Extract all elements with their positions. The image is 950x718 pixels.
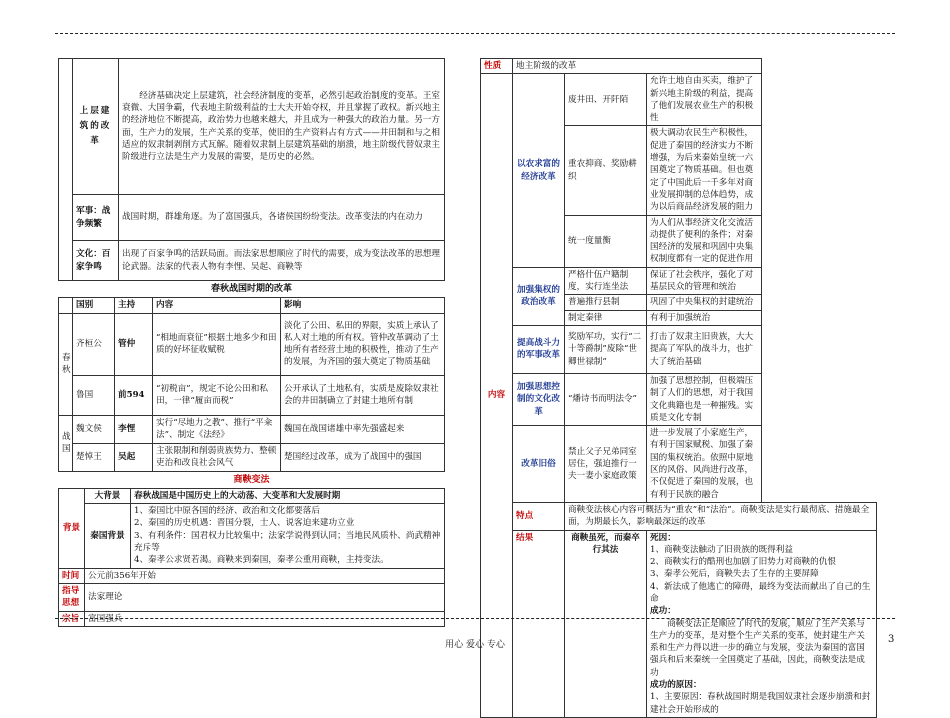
- list-item: 成功的原因：: [650, 680, 702, 691]
- item-name: “燔诗书而明法令”: [565, 373, 647, 425]
- qin-background-list: [131, 504, 445, 568]
- period-chunqiu: 春秋: [59, 313, 73, 415]
- item-name: 重农抑商、奖励耕织: [565, 126, 647, 215]
- page-number: 3: [888, 634, 895, 645]
- qin-background-label: 秦国背景: [85, 504, 131, 568]
- page-footer: 用心 爱心 专心: [445, 640, 505, 650]
- item-effect: 有利于加强统治: [647, 310, 762, 325]
- nature-text: 地主阶级的改革: [513, 59, 762, 74]
- time-label: 时间: [59, 568, 85, 583]
- list-item: 商鞅变法正是顺应了时代的发展，顺应了生产关系与生产力的变革，是对整个生产关系的变革，使封建生产关系和生产力得以进一步的确立与发展，变法为秦国的富国强兵和后来秦统一全国奠定了基础，因此，商鞅变法是成功: [650, 618, 865, 678]
- header-impact: 影响: [281, 298, 445, 313]
- military-label: 军事：战争频繁: [73, 195, 119, 241]
- period-zhanguo: 战国: [59, 415, 73, 471]
- feature-label: 特点: [513, 502, 565, 530]
- row-impact: 公开承认了土地私有，实质是废除奴隶社会的井田制确立了封建土地所有制: [281, 375, 445, 415]
- list-item: 2、商鞅实行的酷刑也加剧了旧势力对商鞅的仇恨: [650, 557, 836, 568]
- list-item: 死因：: [650, 532, 676, 543]
- shang-title: 商鞅变法: [233, 474, 270, 485]
- row-content: 实行“尽地力之教”、推行“平籴法”、制定《法经》: [153, 415, 281, 443]
- background-table: [58, 58, 445, 281]
- header-divider: [55, 33, 895, 34]
- group-label: 加强思想控制的文化改革: [513, 373, 565, 425]
- item-effect: 保证了社会秩序，强化了对基层民众的管理和统治: [647, 267, 762, 295]
- feature-text: 商鞅变法核心内容可概括为“重农”和“法治”。商鞅变法是实行最彻底、措施最全面，为期最长久，影响最深远的改革: [565, 502, 877, 530]
- thought-text: 法家理论: [85, 583, 445, 611]
- result-label: 结果: [513, 530, 565, 717]
- item-effect: 加强了思想控制，但极端压制了人们的思想，对于我国文化典籍也是一种摧残。实质是文化专制: [647, 373, 762, 425]
- header-blank: [59, 298, 73, 313]
- result-subtitle: 商鞅虽死，而秦卒行其法: [565, 530, 647, 717]
- item-name: 制定秦律: [565, 310, 647, 325]
- background-label: 背景: [59, 488, 85, 568]
- list-item: 成功：: [650, 606, 676, 617]
- row-leader: 李悝: [115, 415, 153, 443]
- row-state: 魏文侯: [73, 415, 115, 443]
- row-content: “初税亩”，规定不论公田和私田，一律“履亩而税”: [153, 375, 281, 415]
- item-name: 普遍推行县制: [565, 295, 647, 310]
- superstructure-text: 经济基础决定上层建筑，社会经济制度的变革，必然引起政治制度的变革。王室衰微、大国争霸，代表地主阶级利益的士大夫开始夺权，并且掌握了政权。新兴地主的经济地位不断提高，政治势力也越来越大，并且成为一种强大的政治力量。另一方面，生产力的发展，生产关系的变革，使旧的生产资料占有方式——井田制和与之相适应的奴隶制剥削方式瓦解。随着奴隶制上层建筑基础的崩溃，地主阶级代替奴隶主阶级进行立法是生产力发展的需要，是历史的必然。: [119, 59, 445, 195]
- list-item: 3、秦孝公死后，商鞅失去了生存的主要屏障: [650, 569, 819, 580]
- content-label: 内容: [481, 74, 513, 718]
- header-state: 国别: [73, 298, 115, 313]
- item-effect: 巩固了中央集权的封建统治: [647, 295, 762, 310]
- row-state: 鲁国: [73, 375, 115, 415]
- list-item: 1、商鞅变法触动了旧贵族的既得利益: [650, 544, 793, 555]
- row-state: 齐桓公: [73, 313, 115, 375]
- item-effect: 打击了奴隶主旧贵族，大大提高了军队的战斗力，也扩大了统治基础: [647, 325, 762, 373]
- row-leader: 吴起: [115, 443, 153, 471]
- row-impact: 魏国在战国诸雄中率先强盛起来: [281, 415, 445, 443]
- nature-label: 性质: [481, 59, 513, 74]
- item-effect: 极大调动农民生产积极性，促进了秦国的经济实力不断增强，为后来秦始皇统一六国奠定了物质基础。但也奠定了中国此后一千多年对商业发展抑制的总体趋势，成为以后商品经济发展的阻力: [647, 126, 762, 215]
- left-column: [58, 58, 445, 627]
- military-text: 战国时期，群雄角逐。为了富国强兵，各诸侯国纷纷变法。改革变法的内在动力: [119, 195, 445, 241]
- row-content: 主张限制和削弱贵族势力、整顿吏治和改良社会风气: [153, 443, 281, 471]
- row-leader: 管仲: [115, 313, 153, 375]
- culture-label: 文化：百家争鸣: [73, 241, 119, 281]
- row-state: 楚悼王: [73, 443, 115, 471]
- row-impact: 楚国经过改革，成为了战国中的强国: [281, 443, 445, 471]
- list-item: 1、主要原因：春秋战国时期是我国奴隶社会逐步崩溃和封建社会开始形成的: [650, 692, 871, 715]
- superstructure-label: 上层建筑的改革: [73, 59, 119, 195]
- list-item: 3、有利条件：国君权力比较集中；法家学说得到认同；当地民风质朴、尚武精神充斥等: [134, 530, 441, 554]
- culture-text: 出现了百家争鸣的活跃局面。而法家思想顺应了时代的需要，成为变法改革的思想理论武器。法家的代表人物有李悝、吴起、商鞅等: [119, 241, 445, 281]
- blank-cell: [59, 59, 73, 281]
- list-item: 4、新法成了他逃亡的障碍，最终为变法而献出了自己的生命: [650, 581, 871, 604]
- group-label: 加强集权的政治改革: [513, 267, 565, 325]
- item-name: 统一度量衡: [565, 215, 647, 267]
- time-text: 公元前356年开始: [85, 568, 445, 583]
- header-content: 内容: [153, 298, 281, 313]
- reform-table-title: 春秋战国时期的改革: [210, 284, 292, 294]
- item-name: 禁止父子兄弟同室居住，强迫推行一夫一妻小家庭政策: [565, 426, 647, 503]
- group-label: 提高战斗力的军事改革: [513, 325, 565, 373]
- row-content: “相地而衰征”根据土地多少和田质的好坏征收赋税: [153, 313, 281, 375]
- header-leader: 主持: [115, 298, 153, 313]
- item-name: 废井田、开阡陌: [565, 74, 647, 126]
- aim-label: 宗旨: [59, 611, 85, 626]
- row-impact: 淡化了公田、私田的界限，实质上承认了私人对土地的所有权。管仲改革调动了土地所有者经营土地的积极性，推动了生产的发展，为齐国的强大奠定了物质基础: [281, 313, 445, 375]
- row-leader: 前594: [115, 375, 153, 415]
- item-name: 严格什伍户籍制度，实行连坐法: [565, 267, 647, 295]
- group-label: 改革旧俗: [513, 426, 565, 503]
- item-name: 奖励军功，实行“二十等爵制”废除“世卿世禄制”: [565, 325, 647, 373]
- aim-text: 富国强兵: [85, 611, 445, 626]
- group-label: 以农求富的经济改革: [513, 74, 565, 267]
- list-item: 1、秦国比中原各国的经济、政治和文化都要落后: [134, 506, 320, 517]
- list-item: 4、秦孝公求贤若渴。商鞅来到秦国，秦孝公重用商鞅，主持变法。: [134, 555, 389, 566]
- footer-divider: [55, 618, 895, 619]
- big-background-label: 大背景: [85, 488, 131, 503]
- item-effect: 为人们从事经济文化交流活动提供了便利的条件；对秦国经济的发展和巩固中央集权制度都有一定的促进作用: [647, 215, 762, 267]
- shang-table: [58, 472, 445, 627]
- list-item: 2、秦国的历史机遇：晋国分裂，士人、说客迫来建功立业: [134, 518, 355, 529]
- big-background-text: 春秋战国是中国历史上的大动荡、大变革和大发展时期: [131, 488, 445, 503]
- reform-table: [58, 281, 445, 472]
- item-effect: 允许土地自由买卖，维护了新兴地主阶级的利益，提高了他们发展农业生产的积极性: [647, 74, 762, 126]
- item-effect: 进一步发展了小家庭生产，有利于国家赋税、加强了秦国的集权统治。依照中原地区的风俗、风尚进行改革，不仅促进了秦国的发展，也有利于民族的融合: [647, 426, 762, 503]
- thought-label: 指导思想: [59, 583, 85, 611]
- result-list: [647, 530, 877, 717]
